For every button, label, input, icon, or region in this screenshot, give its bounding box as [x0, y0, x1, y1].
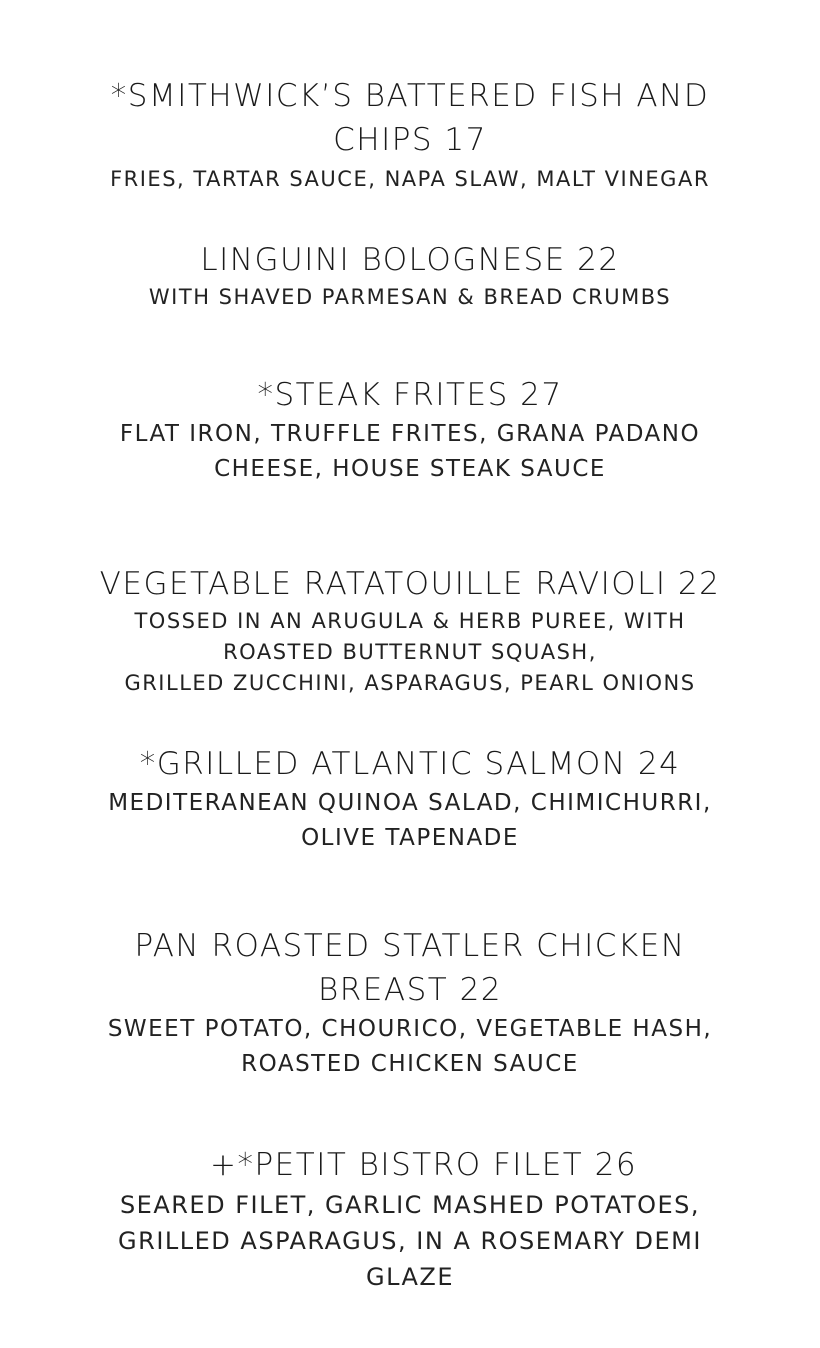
desc-line: MEDITERANEAN QUINOA SALAD, CHIMICHURRI, [108, 790, 712, 816]
desc-line: CHEESE, HOUSE STEAK SAUCE [214, 456, 606, 482]
desc-line: GLAZE [365, 1263, 455, 1291]
menu-item-title [0, 742, 820, 786]
menu-item-title [0, 373, 820, 417]
menu-item-description [0, 282, 820, 313]
menu-item-title [0, 238, 820, 282]
title-line: +*PETIT BISTRO FILET 26 [210, 1147, 638, 1183]
desc-line: ROASTED BUTTERNUT SQUASH, [223, 640, 597, 664]
desc-line: SWEET POTATO, CHOURICO, VEGETABLE HASH, [107, 1016, 713, 1042]
title-line: *SMITHWICK’S BATTERED FISH AND [110, 78, 710, 114]
desc-line: SEARED FILET, GARLIC MASHED POTATOES, [119, 1191, 701, 1219]
menu-item-description [0, 417, 820, 487]
menu-item-fish-and-chips [0, 74, 820, 195]
menu-item-description [0, 1012, 820, 1082]
title-line: *GRILLED ATLANTIC SALMON 24 [139, 746, 681, 782]
desc-line: FRIES, TARTAR SAUCE, NAPA SLAW, MALT VINEGAR [110, 167, 710, 191]
menu-item-steak-frites [0, 373, 820, 487]
desc-line: GRILLED ZUCCHINI, ASPARAGUS, PEARL ONIONS [124, 671, 696, 695]
menu-item-title [0, 74, 820, 162]
title-line: BREAST 22 [317, 972, 503, 1008]
menu-item-atlantic-salmon [0, 742, 820, 856]
title-line: *STEAK FRITES 27 [257, 377, 563, 413]
menu-item-description [0, 786, 820, 856]
menu-item-title [0, 924, 820, 1012]
menu-item-statler-chicken [0, 924, 820, 1082]
menu-item-description [0, 1187, 820, 1295]
desc-line: FLAT IRON, TRUFFLE FRITES, GRANA PADANO [119, 421, 701, 447]
title-line: VEGETABLE RATATOUILLE RAVIOLI 22 [99, 566, 721, 602]
title-line: CHIPS 17 [333, 122, 487, 158]
title-line: LINGUINI BOLOGNESE 22 [200, 242, 620, 278]
menu-item-title [70, 1143, 750, 1187]
menu-item-title [0, 562, 820, 606]
menu-item-description [0, 606, 820, 699]
desc-line: GRILLED ASPARAGUS, IN A ROSEMARY DEMI [118, 1227, 702, 1255]
menu-item-description [0, 164, 820, 195]
desc-line: ROASTED CHICKEN SAUCE [241, 1051, 579, 1077]
title-line: PAN ROASTED STATLER CHICKEN [134, 928, 686, 964]
desc-line: OLIVE TAPENADE [301, 825, 519, 851]
menu-item-petit-bistro-filet [0, 1143, 820, 1295]
menu-item-ratatouille-ravioli [0, 562, 820, 699]
desc-line: TOSSED IN AN ARUGULA & HERB PUREE, WITH [134, 609, 686, 633]
desc-line: WITH SHAVED PARMESAN & BREAD CRUMBS [148, 285, 672, 309]
menu-item-linguini-bolognese [0, 238, 820, 313]
